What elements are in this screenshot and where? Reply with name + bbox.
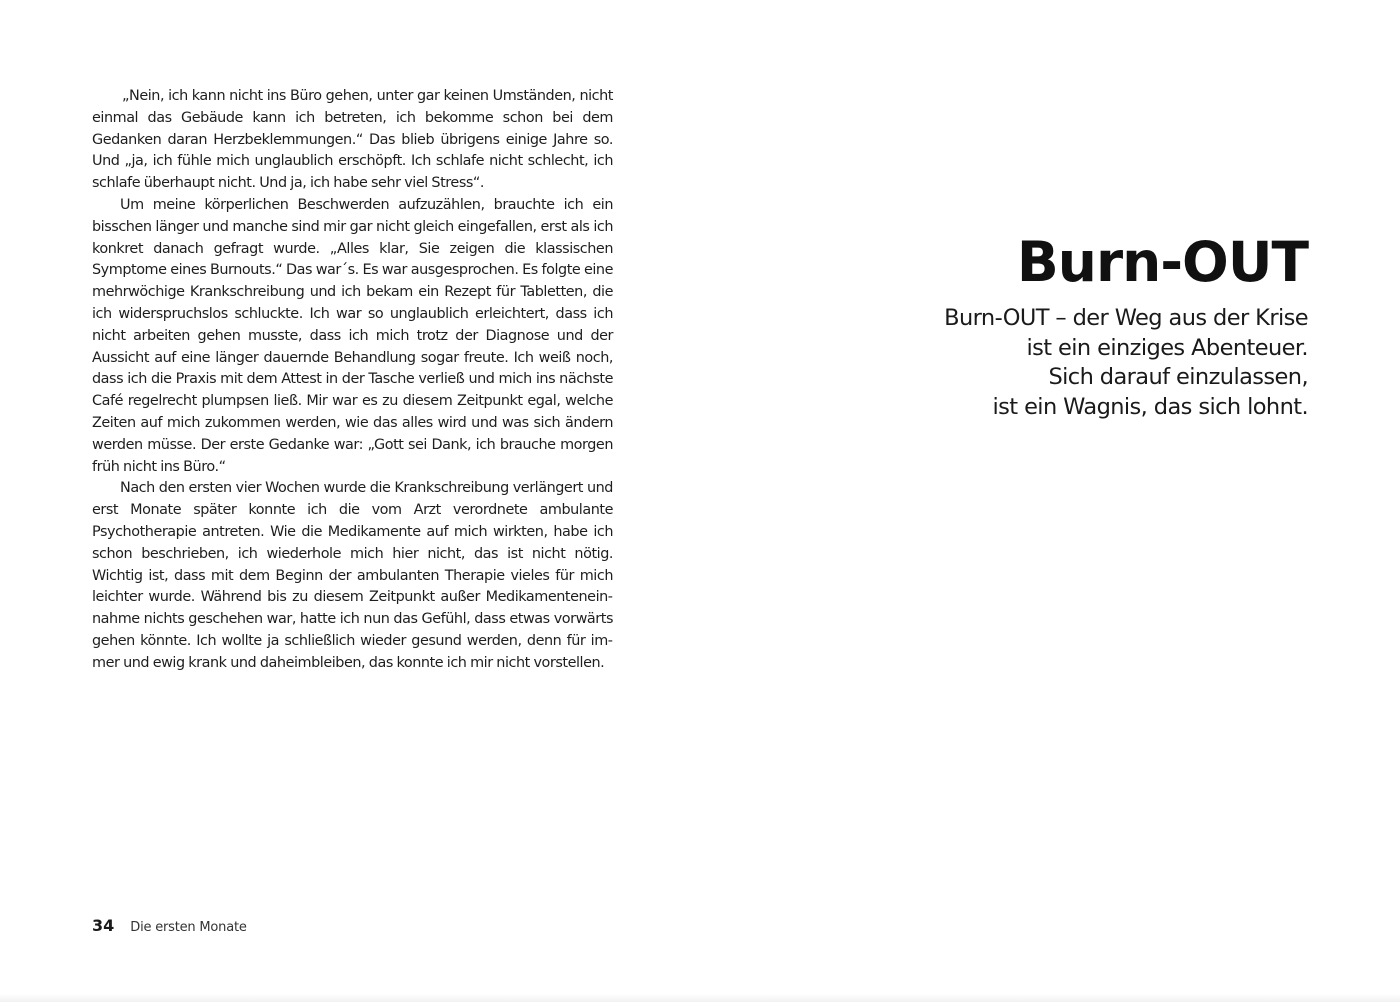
motto-line-3: Sich darauf einzulassen, <box>1048 364 1308 390</box>
paragraph-1: „Nein, ich kann nicht ins Büro gehen, unter gar keinen Umständen, nicht einmal das Gebäude kann ich betreten, ich bekomme schon bei dem Gedanken daran Herzbeklemmungen.“ Das blieb übrigens einige Jahre so. Und „ja, ich fühle mich unglaublich erschöpft. Ich schlafe nicht schlecht, ich schlafe überhaupt nicht. Und ja, ich habe sehr viel Stress“. <box>92 88 613 192</box>
left-page-body-text <box>92 86 613 675</box>
motto-line-2: ist ein einziges Abenteuer. <box>1026 334 1308 361</box>
right-page-chapter-opener <box>788 226 1308 422</box>
motto-line-1: Burn-OUT – der Weg aus der Krise <box>944 305 1308 331</box>
chapter-title: Burn-OUT <box>1016 230 1308 294</box>
paragraph-3: Nach den ersten vier Wochen wurde die Krankschreibung verlängert und erst Monate später konnte ich die vom Arzt verordnete ambulante Psychotherapie antreten. Wie die Medikamente auf mich wirkten, habe ich schon beschrieben, ich wiederhole mich hier nicht, das ist nicht nötig. Wichtig ist, dass mit dem Beginn der ambulanten Therapie vieles für mich leichter wurde. Während bis zu diesem Zeitpunkt außer Medikamenteneinnahme nichts geschehen war, hatte ich nun das Gefühl, dass etwas vorwärts gehen könnte. Ich wollte ja schließlich wieder gesund werden, denn für immer und ewig krank und daheimbleiben, das konnte ich mir nicht vorstellen. <box>92 480 613 671</box>
running-title: Die ersten Monate <box>130 920 247 935</box>
paragraph-2: Um meine körperlichen Beschwerden aufzuzählen, brauchte ich ein bisschen länger und manche sind mir gar nicht gleich eingefallen, erst als ich konkret danach gefragt wurde. „Alles klar, Sie zeigen die klassischen Symptome eines Burnouts.“ Das war´s. Es war ausgesprochen. Es folgte eine mehrwöchige Krankschreibung und ich bekam ein Rezept für Tabletten, die ich widerspruchslos schluckte. Ich war so unglaublich erleichtert, dass ich nicht arbeiten gehen musste, dass ich mich trotz der Diagnose und der Aussicht auf eine länger dauernde Behandlung sogar freute. Ich weiß noch, dass ich die Praxis mit dem Attest in der Tasche verließ und mich ins nächste Café regelrecht plumpsen ließ. Mir war es zu diesem Zeitpunkt egal, welche Zeiten auf mich zukommen werden, wie das alles wird und was sich ändern werden müsse. Der erste Gedanke war: „Gott sei Dank, ich brauche morgen früh nicht ins Büro.“ <box>92 196 613 475</box>
page-footer <box>92 916 247 935</box>
motto-line-4: ist ein Wagnis, das sich lohnt. <box>992 393 1308 420</box>
page-number: 34 <box>92 916 115 935</box>
page-bottom-edge <box>0 994 1400 1002</box>
chapter-motto <box>788 304 1308 422</box>
